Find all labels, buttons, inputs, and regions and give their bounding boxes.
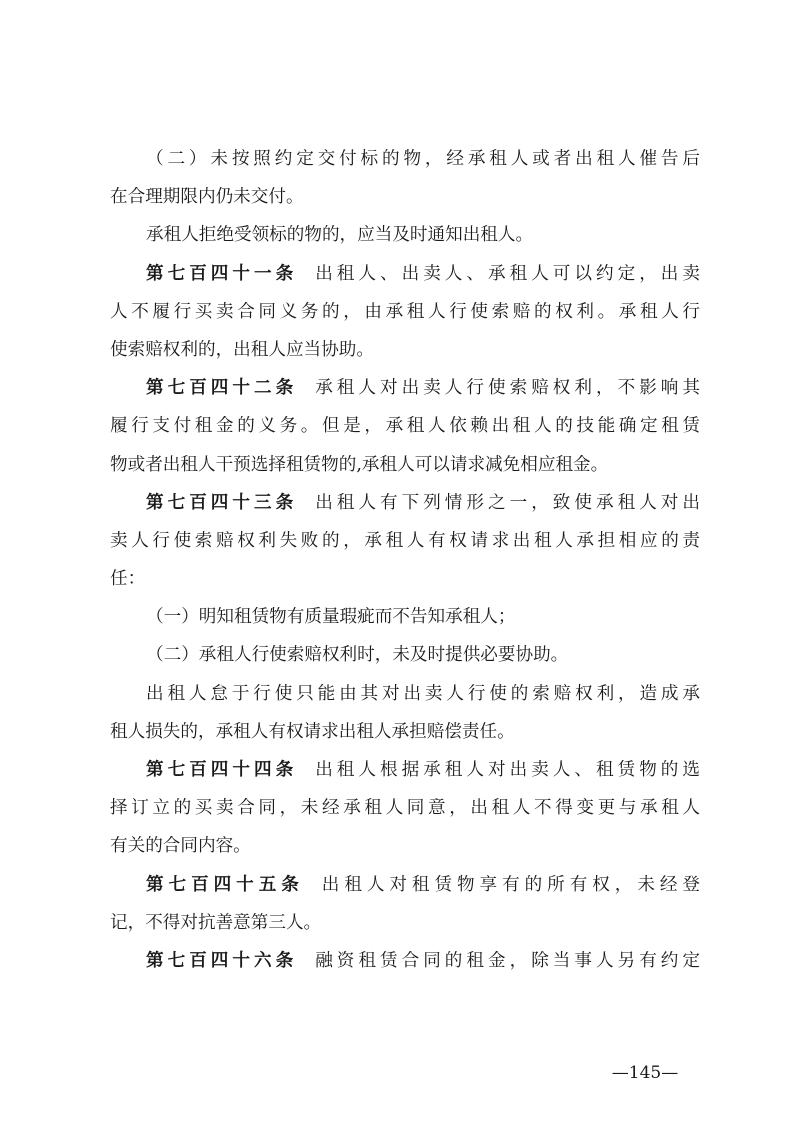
article-line: 第七百四十六条 融资租赁合同的租金，除当事人另有约定 — [146, 950, 700, 971]
paragraph-line: 有关的合同内容。 — [110, 836, 251, 857]
article-number: 第七百四十五条 — [146, 874, 304, 895]
paragraph-line: 履行支付租金的义务。但是，承租人依赖出租人的技能确定租赁 — [110, 416, 700, 437]
article-number: 第七百四十二条 — [146, 378, 298, 399]
article-number: 第七百四十四条 — [146, 760, 298, 780]
paragraph-line: 记，不得对抗善意第三人。 — [110, 912, 322, 933]
article-line: 第七百四十一条 出租人、出卖人、承租人可以约定，出卖 — [146, 263, 700, 284]
paragraph-line: 择订立的买卖合同，未经承租人同意，出租人不得变更与承租人 — [110, 798, 700, 819]
page-number: —145— — [611, 1063, 679, 1083]
paragraph-line: 使索赔权利的，出租人应当协助。 — [110, 339, 374, 360]
paragraph-line: 任： — [110, 569, 146, 590]
paragraph-line: （一）明知租赁物有质量瑕疵而不告知承租人； — [146, 607, 516, 628]
article-line: 第七百四十四条 出租人根据承租人对出卖人、租赁物的选 — [146, 760, 700, 780]
paragraph-line: （二）承租人行使索赔权利时，未及时提供必要协助。 — [146, 645, 569, 666]
document-body — [110, 140, 700, 980]
article-line: 第七百四十三条 出租人有下列情形之一，致使承租人对出 — [146, 492, 700, 513]
paragraph-line: 在合理期限内仍未交付。 — [110, 187, 304, 208]
article-number: 第七百四十六条 — [146, 950, 298, 971]
paragraph-line: （二）未按照约定交付标的物，经承租人或者出租人催告后 — [146, 149, 700, 169]
paragraph-line: 出租人怠于行使只能由其对出卖人行使的索赔权利，造成承 — [146, 683, 700, 704]
paragraph-line: 承租人拒绝受领标的物的，应当及时通知出租人。 — [146, 225, 534, 246]
paragraph-line: 卖人行使索赔权利失败的，承租人有权请求出租人承担相应的责 — [110, 530, 700, 551]
article-line: 第七百四十五条 出租人对租赁物享有的所有权，未经登 — [146, 874, 700, 895]
paragraph-line: 租人损失的，承租人有权请求出租人承担赔偿责任。 — [110, 721, 515, 742]
article-number: 第七百四十三条 — [146, 492, 298, 513]
paragraph-line: 物或者出租人干预选择租赁物的,承租人可以请求减免相应租金。 — [110, 454, 609, 475]
paragraph-line: 人不履行买卖合同义务的，由承租人行使索赔的权利。承租人行 — [110, 301, 700, 322]
article-number: 第七百四十一条 — [146, 263, 298, 284]
article-line: 第七百四十二条 承租人对出卖人行使索赔权利，不影响其 — [146, 378, 700, 399]
